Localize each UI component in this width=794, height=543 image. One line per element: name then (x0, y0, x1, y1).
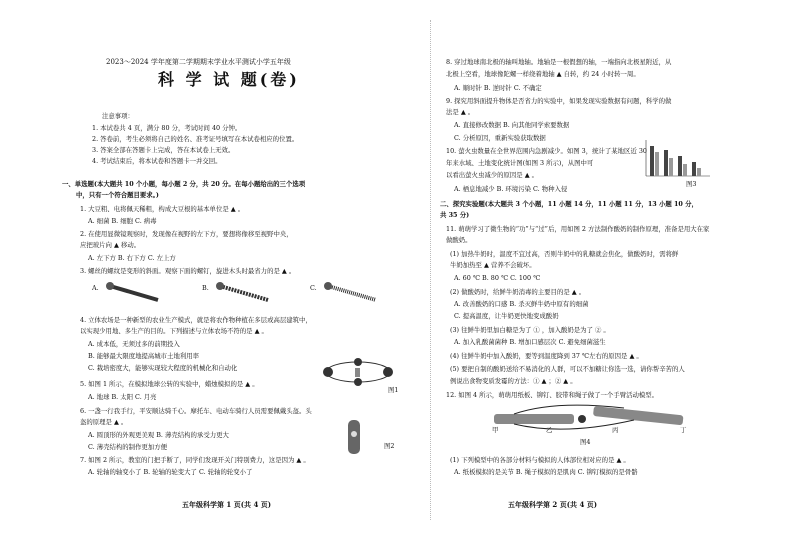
page-divider (430, 20, 431, 520)
question-9-options-ab: A. 直接修改数据 B. 向其他同学索要数据 (454, 121, 570, 129)
figure-4-label-ding: 丁 (680, 426, 687, 434)
note-2: 2. 答卷前，考生必须将自己的姓名、准考证号填写在本试卷相应的位置。 (92, 135, 299, 143)
figure-4 (484, 402, 704, 450)
question-12-1: (1) 下列模型中的各部分材料与模拟的人体部位相对应的是 ▲ 。 (450, 456, 630, 464)
question-11-cont: 做酸奶。 (446, 236, 472, 244)
question-5-options: A. 地球 B. 太阳 C. 月亮 (88, 393, 157, 401)
exam-header: 2023～2024 学年度第二学期期末学业水平测试小学五年级 (106, 58, 291, 66)
question-10-cont-2: 以看出萤火虫减少的原因是 ▲ 。 (446, 171, 539, 179)
question-2: 2. 在使用显微镜观察时，发现像在视野的左下方，要想将像移至视野中央， (80, 230, 293, 238)
notes-heading: 注意事项： (102, 112, 134, 120)
question-10-options: A. 栖息地减少 B. 环境污染 C. 物种入侵 (454, 185, 568, 193)
orbit-model-icon (320, 356, 400, 388)
question-2-cont: 应把玻片向 ▲ 移动。 (80, 241, 141, 249)
question-11-3: (3) 往鲜牛奶里加白糖是为了 ① ，加入酸奶是为了 ② 。 (450, 326, 610, 334)
figure-4-label-yi: 乙 (546, 426, 553, 434)
question-10-cont: 年来水域、土地变化统计图(如图 3 所示)，从图中可 (446, 159, 594, 167)
left-footer: 五年级科学第 1 页(共 4 页) (182, 500, 272, 509)
question-1: 1. 大豆粗、电将佩天稀粗，构成大豆根的基本单位是 ▲ 。 (80, 205, 245, 213)
figure-2-caption: 图2 (384, 442, 395, 450)
right-page (440, 0, 746, 543)
question-4-cont: 以实现少用地、多生产的目的。下列描述与立体农场不符的是 ▲ 。 (80, 327, 268, 335)
section-1-heading-cont: 中，只有一个符合题目要求。) (76, 191, 159, 199)
question-11-1: (1) 加热牛奶时，温度不宜过高，否则牛奶中的乳糖就会焦化，做酸奶时，需将鲜 (450, 250, 679, 258)
question-11-3-options: A. 加入乳酸菌菌种 B. 增加口感层次 C. 避免细菌滋生 (454, 338, 606, 346)
question-3-figure (92, 282, 402, 306)
question-6-option-c: C. 薄壳结构的制作更加方便 (88, 443, 168, 451)
question-9-option-c: C. 分析原因，重新实验获取数据 (454, 134, 546, 142)
section-2-heading-cont: 共 35 分) (440, 211, 470, 219)
question-11-2: (2) 做酸奶时，给鲜牛奶消毒的主要目的是 ▲ 。 (450, 288, 586, 296)
question-7: 7. 如图 2 所示，教室的门把手断了，同学们发现开关门特别费力，这是因为 ▲ 。 (80, 456, 310, 464)
question-11-5: (5) 要把自制的酸奶送给不易消化的人群，可以不加糖让你选一选，请你帮辛苦的人 (450, 365, 685, 373)
question-11-4: (4) 往鲜牛奶中加入酸奶，要等到温度降到 37 ℃左右的原因是 ▲ 。 (450, 352, 643, 360)
door-handle-icon (342, 418, 382, 456)
question-12-1-options: A. 纸板模拟的是关节 B. 绳子模拟的是肌肉 C. 铆钉模拟的是骨骼 (454, 468, 638, 476)
figure-1-caption: 图1 (388, 386, 399, 394)
question-4-option-a: A. 成本低，无须过多的前期投入 (88, 340, 180, 348)
question-8: 8. 穿过地球南北极的轴叫地轴。地轴是一根假想的轴，一端指向北极星附近，从 (446, 58, 672, 66)
question-5: 5. 如图 1 所示，在模拟地球公转的实验中，蜡烛模拟的是 ▲ 。 (80, 380, 259, 388)
screw-b-icon (216, 282, 276, 304)
question-2-options: A. 左下方 B. 右下方 C. 左上方 (88, 254, 176, 262)
question-4: 4. 立体农场是一种新型的农业生产模式，就是将农作物种植在多层或高层建筑中， (80, 316, 312, 324)
question-12: 12. 如图 4 所示，萌萌用纸板、铆钉、胶带和绳子做了一个手臂活动模型。 (446, 391, 659, 399)
arm-model-icon (484, 402, 704, 436)
question-8-options: A. 顺时针 B. 逆时针 C. 不确定 (454, 84, 542, 92)
section-2-heading: 二、探究实验题(本大题共 3 个小题，11 小题 14 分，11 小题 11 分，13 小题 10 分， (440, 200, 698, 208)
question-11-2-options-ab: A. 改善酸奶的口感 B. 杀灭鲜牛奶中原有的细菌 (454, 300, 589, 308)
question-11-1-cont: 牛奶加热至 ▲ 营养不会破坏。 (450, 261, 536, 269)
figure-1 (320, 356, 400, 394)
note-1: 1. 本试卷共 4 页，满分 80 分，考试时间 40 分钟。 (92, 124, 242, 132)
question-4-option-c: C. 栽培密度大，能够实现较大程度的机械化和自动化 (88, 364, 238, 372)
note-3: 3. 答案全部在答题卡上完成，答在本试卷上无效。 (92, 146, 235, 154)
question-11-2-option-c: C. 提高温度，让牛奶更快地变成酸奶 (454, 312, 559, 320)
question-7-options: A. 轮轴的轴变小了 B. 轮轴的轮变大了 C. 轮轴的轮变小了 (88, 468, 253, 476)
figure-4-label-bing: 丙 (612, 426, 619, 434)
figure-3 (642, 136, 712, 188)
question-11: 11. 萌萌学习了微生物的“功”与“过”后，用如图 2 方法制作酸奶的制作原理，准备是用大在家 (446, 225, 710, 233)
figure-2 (342, 418, 398, 458)
figure-3-bar-chart (642, 136, 712, 180)
question-4-option-b: B. 能够最大限度地提高城市土地利用率 (88, 352, 200, 360)
screw-label-c: C. (310, 284, 317, 292)
question-11-1-options: A. 60 ℃ B. 80 ℃ C. 100 ℃ (454, 274, 541, 282)
note-4: 4. 考试结束后，将本试卷和答题卡一并交回。 (92, 157, 222, 165)
question-6: 6. 一盏一行我手行，平安顺达骑千心。摩托车、电动车骑行人员需要佩戴头盔。头 (80, 407, 312, 415)
left-page (62, 0, 414, 543)
figure-4-caption: 图4 (580, 438, 591, 446)
screw-a-icon (106, 282, 166, 304)
question-8-cont: 北极上空看，地球像陀螺一样绕着地轴 ▲ 自转，约 24 小时转一周。 (446, 70, 640, 78)
question-1-options: A. 细菌 B. 细胞 C. 病毒 (88, 217, 157, 225)
screw-label-b: B. (202, 284, 209, 292)
section-1-heading: 一、单选题(本大题共 10 个小题，每小题 2 分，共 20 分。在每小题给出的三个选项 (62, 180, 306, 188)
question-9: 9. 探究用斜面提升物体是否省力的实验中，如果发现实验数据有问题，科学的做 (446, 97, 672, 105)
question-11-5-cont: 例说出食物变质发霉的方法：① ▲ ；② ▲ 。 (450, 377, 577, 385)
figure-4-label-jia: 甲 (492, 426, 499, 434)
question-9-cont: 法是 ▲ 。 (446, 108, 475, 116)
question-6-cont: 盔的原理是 ▲ 。 (80, 418, 128, 426)
screw-label-a: A. (92, 284, 99, 292)
right-footer: 五年级科学第 2 页(共 4 页) (508, 500, 598, 509)
figure-3-caption: 图3 (686, 180, 697, 188)
page-title: 科 学 试 题(卷) (158, 70, 300, 89)
question-10: 10. 萤火虫数量在全世界范围内急剧减少。如图 3，统计了某地区近 30 (446, 147, 648, 155)
question-3: 3. 螺丝的螺纹是变形的斜面。观察下面的螺钉，旋进木头时最省力的是 ▲ 。 (80, 267, 296, 275)
screw-c-icon (324, 282, 384, 304)
question-6-options-ab: A. 圆顶形的外观更美观 B. 薄壳结构的承受力更大 (88, 431, 229, 439)
